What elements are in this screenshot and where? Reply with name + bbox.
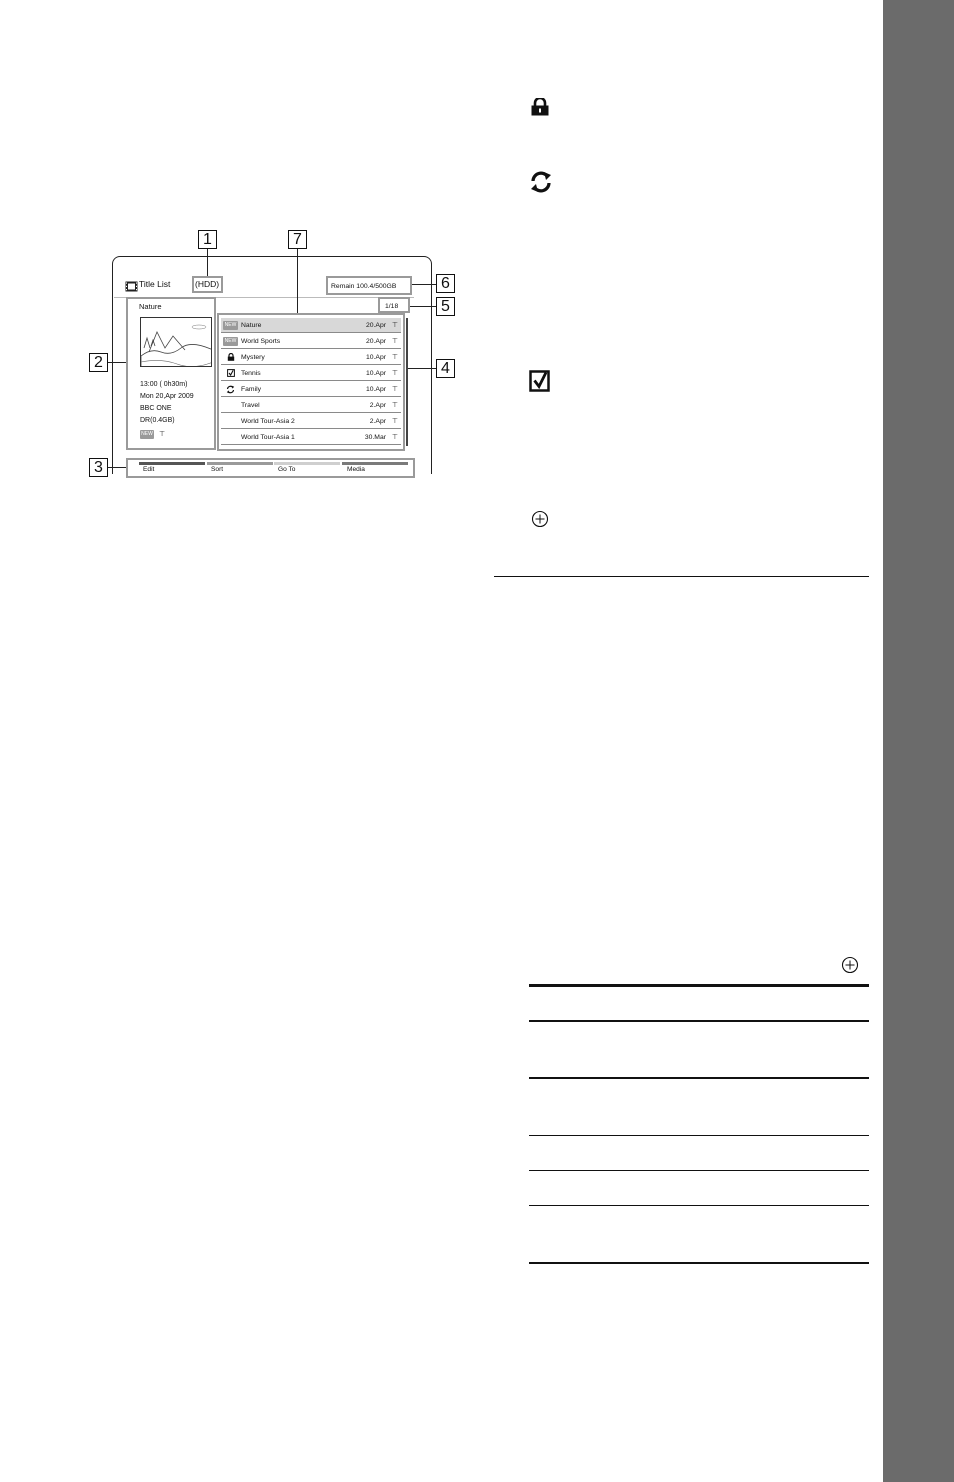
table-rule-top: [529, 984, 869, 987]
lock-icon: [530, 98, 550, 121]
leader-line-7: [297, 249, 298, 313]
table-rule: [529, 1170, 869, 1171]
leader-line-3: [108, 467, 126, 468]
table-rule: [529, 1020, 869, 1022]
remain-label: Remain 100.4/500GB: [331, 283, 397, 290]
row-date: 30.Mar: [364, 434, 386, 441]
preview-date: Mon 20,Apr 2009: [140, 393, 194, 400]
row-title: Nature: [241, 322, 262, 329]
circled-plus-icon: [531, 510, 549, 533]
recording-mark-icon: ⊤: [391, 418, 398, 425]
row-date: 20.Apr: [365, 322, 386, 329]
preview-channel: BBC ONE: [140, 405, 172, 412]
row-title: World Tour-Asia 1: [241, 434, 295, 441]
callout-2: 2: [89, 353, 108, 372]
preview-highlight: [126, 297, 216, 450]
callout-3: 3: [89, 458, 108, 477]
callout-4: 4: [436, 359, 455, 378]
new-badge-icon: NEW: [224, 322, 237, 328]
page-counter: 1/18: [385, 303, 399, 310]
recording-mark-icon: ⊤: [391, 322, 398, 329]
row-title: World Tour-Asia 2: [241, 418, 295, 425]
list-highlight: [217, 313, 405, 451]
row-title: Mystery: [241, 354, 265, 361]
leader-line-6: [412, 284, 436, 285]
leader-line-2: [108, 362, 126, 363]
bottom-menu-highlight: [126, 458, 415, 478]
remain-highlight: [326, 276, 412, 295]
page-counter-highlight: [378, 297, 410, 313]
callout-1: 1: [198, 230, 217, 249]
recording-mark-icon: ⊤: [391, 434, 398, 441]
recording-mark-icon: ⊤: [391, 370, 398, 377]
row-title: World Sports: [241, 338, 281, 345]
sort-button[interactable]: Sort: [211, 466, 224, 473]
goto-button[interactable]: Go To: [278, 466, 296, 473]
repeat-icon: [529, 170, 553, 199]
recording-mark-icon: ⊤: [391, 338, 398, 345]
callout-6: 6: [436, 274, 455, 293]
preview-mode: DR(0.4GB): [140, 417, 175, 424]
scrollbar[interactable]: [406, 318, 408, 446]
film-icon: [125, 279, 138, 290]
preview-title: Nature: [139, 302, 162, 311]
new-badge-icon: NEW: [224, 338, 237, 344]
row-title: Travel: [241, 402, 260, 409]
row-date: 2.Apr: [369, 402, 386, 409]
row-date: 20.Apr: [365, 338, 386, 345]
screen-title: Title List: [139, 279, 171, 289]
recording-mark-icon: ⊤: [391, 354, 398, 361]
row-date: 10.Apr: [365, 386, 386, 393]
row-date: 10.Apr: [365, 354, 386, 361]
leader-line-5: [410, 306, 436, 307]
row-title: Family: [241, 386, 262, 393]
row-date: 2.Apr: [369, 418, 386, 425]
media-label: (HDD): [195, 279, 220, 289]
table-rule: [529, 1205, 869, 1206]
leader-line-1: [207, 249, 208, 276]
media-button[interactable]: Media: [347, 466, 365, 473]
table-rule: [529, 1135, 869, 1136]
callout-7: 7: [288, 230, 307, 249]
table-rule-bottom: [529, 1262, 869, 1264]
edit-button[interactable]: Edit: [143, 466, 155, 473]
preview-mark: ⊤: [159, 431, 166, 438]
recording-mark-icon: ⊤: [391, 386, 398, 393]
callout-5: 5: [436, 297, 455, 316]
leader-line-4: [408, 368, 436, 369]
preview-new-badge: NEW: [141, 431, 153, 437]
checkbox-icon: [529, 369, 551, 397]
preview-time: 13:00 ( 0h30m): [140, 381, 188, 388]
side-tab-strip: [883, 0, 954, 1482]
table-rule: [529, 1077, 869, 1079]
section-divider: [494, 576, 869, 577]
recording-mark-icon: ⊤: [391, 402, 398, 409]
row-date: 10.Apr: [365, 370, 386, 377]
media-highlight: [192, 276, 223, 293]
row-title: Tennis: [241, 370, 261, 377]
circled-plus-icon-table: [841, 956, 859, 979]
